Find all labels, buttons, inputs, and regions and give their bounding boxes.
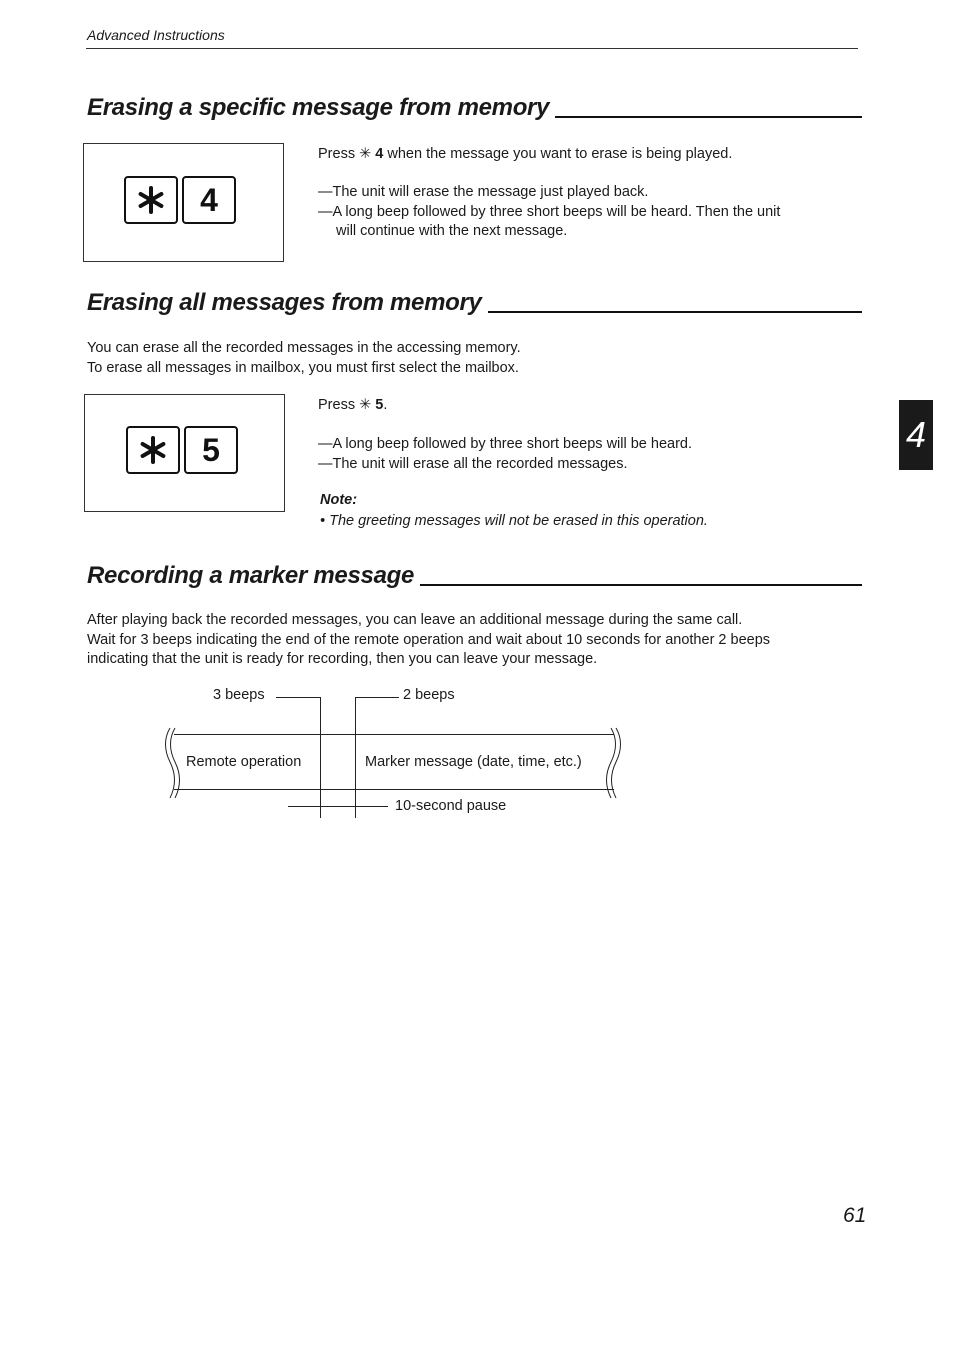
break-mark-left-icon <box>160 726 180 800</box>
leader-3-beeps <box>276 697 320 698</box>
paragraph-line: Wait for 3 beeps indicating the end of the remote operation and wait about 10 seconds for another 2 beeps <box>87 631 771 648</box>
result-line: —The unit will erase all the recorded messages. <box>318 455 628 472</box>
segment-marker-message: Marker message (date, time, etc.) <box>365 754 582 770</box>
note-label: Note: <box>320 492 358 508</box>
press-key: 4 <box>375 146 384 162</box>
note-text: • The greeting messages will not be erased in this operation. <box>320 513 708 529</box>
result-line: —A long beep followed by three short beeps will be heard. Then the unit <box>318 203 781 220</box>
press-suffix: . <box>383 397 388 413</box>
result-line: will continue with the next message. <box>336 223 568 239</box>
title-rule <box>488 311 862 313</box>
asterisk-icon <box>138 435 168 465</box>
label-10-second-pause: 10-second pause <box>395 798 507 814</box>
press-key: 5 <box>375 397 384 413</box>
section-title-marker-message <box>87 562 862 590</box>
section-title-text: Erasing a specific message from memory <box>87 94 550 121</box>
press-suffix: when the message you want to erase is being played. <box>383 146 733 162</box>
label-2-beeps: 2 beeps <box>403 687 455 703</box>
chapter-tab-marker: 4 <box>899 400 933 470</box>
intro-erase-all <box>87 339 787 378</box>
digit-key-5: 5 <box>184 426 238 474</box>
asterisk-icon <box>136 185 166 215</box>
leader-2-beeps <box>355 697 399 698</box>
timeline-top-edge <box>174 734 614 735</box>
pause-dimension-line <box>288 806 388 807</box>
title-rule <box>555 116 862 118</box>
title-rule <box>420 584 862 586</box>
star-key-icon <box>126 426 180 474</box>
marker-2-beeps <box>355 697 356 737</box>
marker-message-paragraph <box>87 611 867 670</box>
segment-remote-operation: Remote operation <box>186 754 302 770</box>
instruction-press-star-5 <box>318 396 858 416</box>
result-list-erase-specific <box>318 183 858 242</box>
digit-key-4: 4 <box>182 176 236 224</box>
key-sequence-star-4 <box>124 176 236 224</box>
break-mark-right-icon <box>606 726 626 800</box>
result-line: —The unit will erase the message just played back. <box>318 184 649 200</box>
marker-3-beeps <box>320 697 321 737</box>
label-3-beeps: 3 beeps <box>213 687 265 703</box>
press-prefix: Press ✳ <box>318 397 376 413</box>
paragraph-line: indicating that the unit is ready for recording, then you can leave your message. <box>87 651 598 667</box>
intro-line: To erase all messages in mailbox, you must first select the mailbox. <box>87 359 519 376</box>
running-header: Advanced Instructions <box>87 27 225 43</box>
section-title-erase-specific <box>87 94 862 122</box>
header-rule <box>86 48 858 49</box>
key-sequence-star-5 <box>126 426 238 474</box>
timeline-bottom-edge <box>174 789 614 790</box>
paragraph-line: After playing back the recorded messages, you can leave an additional message during the same call. <box>87 612 743 628</box>
page-number: 61 <box>843 1204 867 1227</box>
section-title-erase-all <box>87 289 862 317</box>
instruction-press-star-4 <box>318 145 858 165</box>
result-list-erase-all <box>318 435 858 474</box>
press-prefix: Press ✳ <box>318 146 376 162</box>
section-title-text: Erasing all messages from memory <box>87 289 482 316</box>
section-title-text: Recording a marker message <box>87 562 415 589</box>
result-line: —A long beep followed by three short beeps will be heard. <box>318 436 693 452</box>
intro-line: You can erase all the recorded messages in the accessing memory. <box>87 340 521 356</box>
star-key-icon <box>124 176 178 224</box>
